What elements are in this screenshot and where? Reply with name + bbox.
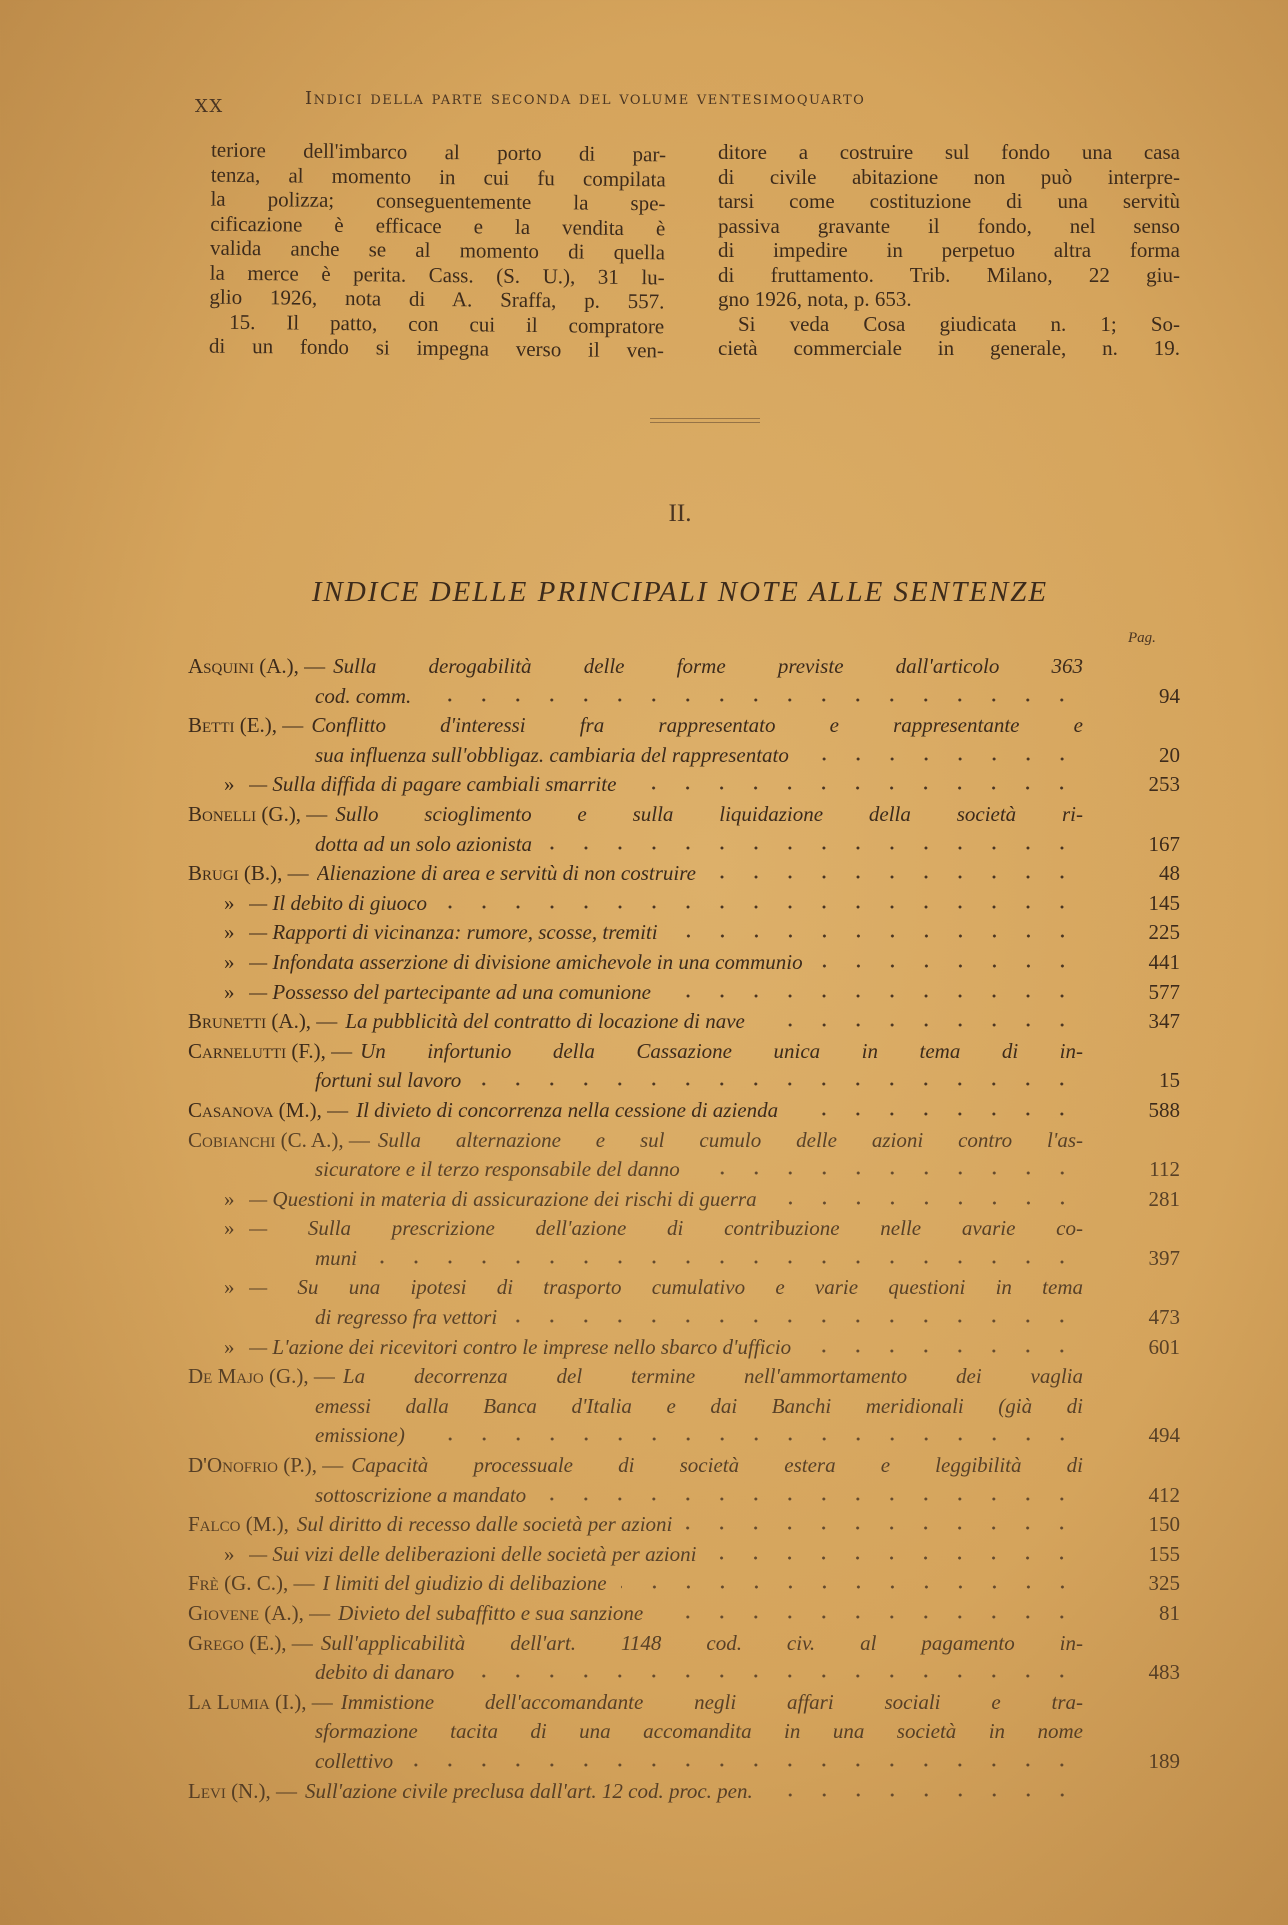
entry-text [188, 889, 1083, 919]
entry-line [188, 1510, 1180, 1540]
entry-page: 94 [1159, 683, 1180, 708]
entry-text [188, 859, 1083, 889]
entry-page: 397 [1148, 1245, 1180, 1270]
entry-title: di regresso fra vettori [315, 1305, 498, 1330]
dot-leader [419, 1436, 1079, 1442]
dot-leader [621, 1584, 1079, 1590]
entry-line [188, 1126, 1180, 1156]
entry-line [188, 1747, 1180, 1777]
entry-title: — Sulla diffida di pagare cambiali smarrite [248, 772, 617, 797]
index-entry [188, 1569, 1180, 1599]
entry-page: 15 [1159, 1068, 1180, 1093]
dot-leader [771, 1200, 1079, 1206]
entry-title: sottoscrizione a mandato [315, 1482, 527, 1507]
entry-page: 588 [1148, 1097, 1180, 1122]
entry-line [188, 1540, 1180, 1570]
index-entry [188, 1510, 1180, 1540]
entry-text [188, 1333, 1083, 1363]
entry-text [188, 741, 1083, 771]
entry-line [188, 1777, 1180, 1807]
entry-text [188, 652, 1083, 682]
dot-leader [475, 1081, 1079, 1087]
right-column-text [718, 140, 1180, 361]
index-entry [188, 1599, 1180, 1629]
entry-author: Bonelli (G.), — [188, 801, 328, 826]
index-entry [188, 711, 1180, 770]
entry-line [188, 800, 1180, 830]
section-number: II. [668, 500, 692, 527]
text-line: gno 1926, nota, p. 653. [718, 287, 912, 311]
entry-title: Sul diritto di recesso dalle società per azioni [296, 1512, 673, 1537]
entry-page: 347 [1148, 1009, 1180, 1034]
entry-title: La decorrenza del termine nell'ammortamento dei vaglia [342, 1364, 1083, 1389]
running-head-title: Indici della parte seconda del volume ventesimoquarto [305, 88, 866, 109]
entry-title: fortuni sul lavoro [315, 1068, 462, 1093]
dot-leader [694, 1170, 1079, 1176]
entry-page: 189 [1148, 1748, 1180, 1773]
entry-text [188, 1717, 1083, 1747]
entry-line [188, 948, 1180, 978]
entry-page: 145 [1148, 890, 1180, 915]
entry-text [188, 1599, 1083, 1629]
entry-text [188, 1244, 1083, 1274]
entry-text [188, 1362, 1083, 1392]
index-entry [188, 1037, 1180, 1096]
dot-leader [767, 1792, 1079, 1798]
section-title: INDICE DELLE PRINCIPALI NOTE ALLE SENTENZE [311, 576, 1049, 608]
entry-line [188, 770, 1180, 800]
entry-line [188, 918, 1180, 948]
entry-line [188, 711, 1180, 741]
dot-leader [672, 933, 1079, 939]
dot-leader [710, 1555, 1079, 1561]
text-line: 15. Il patto, con cui il compratore [229, 309, 665, 338]
dot-leader [546, 845, 1079, 851]
section-divider [650, 418, 760, 423]
index-entry [188, 948, 1180, 978]
entry-page: 494 [1148, 1423, 1180, 1448]
entry-author: De Majo (G.), — [188, 1364, 335, 1389]
entry-page: 473 [1148, 1305, 1180, 1330]
entry-page: 441 [1148, 949, 1180, 974]
entry-text [188, 1777, 1083, 1807]
entry-text [188, 1392, 1083, 1422]
entry-title: debito di danaro [315, 1660, 455, 1685]
entry-text [188, 1037, 1083, 1067]
entry-title: — Sulla prescrizione dell'azione di contribuzione nelle avarie co- [248, 1216, 1083, 1241]
ditto-mark: » [224, 1541, 235, 1566]
index-entry [188, 1007, 1180, 1037]
entry-line [188, 1481, 1180, 1511]
index-entry [188, 889, 1180, 919]
dot-leader [792, 1111, 1079, 1117]
text-line: di impedire in perpetuo altra forma [718, 238, 1180, 262]
text-line: Si veda Cosa giudicata n. 1; So- [738, 311, 1180, 336]
entry-page: 48 [1159, 861, 1180, 886]
dot-leader [468, 1673, 1079, 1679]
entry-title: Capacità processuale di società estera e leggibilità di [351, 1453, 1083, 1478]
dot-leader [407, 1762, 1079, 1768]
entry-line [188, 682, 1180, 712]
index-entry [188, 800, 1180, 859]
text-line: glio 1926, nota di A. Sraffa, p. 557. [209, 284, 665, 314]
text-line: di fruttamento. Trib. Milano, 22 giu- [718, 262, 1180, 287]
entry-title: Sull'applicabilità dell'art. 1148 cod. civ. al pagamento in- [320, 1630, 1083, 1655]
entry-page: 483 [1148, 1660, 1180, 1685]
entry-text [188, 1688, 1083, 1718]
entry-page: 155 [1148, 1541, 1180, 1566]
entry-author: Asquini (A.), — [188, 654, 326, 678]
entry-title: Un infortunio della Cassazione unica in tema di in- [360, 1038, 1083, 1063]
entry-title: Sulla derogabilità delle forme previste dall'articolo 363 [333, 654, 1083, 678]
text-line: cietà commerciale in generale, n. 19. [718, 336, 1180, 360]
entry-page: 225 [1148, 920, 1180, 945]
entry-title: Divieto del subaffitto e sua sanzione [338, 1601, 644, 1625]
ditto-mark: » [224, 1275, 235, 1300]
entry-line [188, 889, 1180, 919]
entry-line [188, 1037, 1180, 1067]
text-line: tenza, al momento in cui fu compilata [210, 162, 666, 191]
entry-line [188, 978, 1180, 1008]
entry-line [188, 1688, 1180, 1718]
index-entry [188, 1273, 1180, 1332]
entry-line [188, 1717, 1180, 1747]
entry-author: Grego (E.), — [188, 1630, 313, 1655]
entry-line [188, 1629, 1180, 1659]
dot-leader [759, 1022, 1079, 1028]
entry-line [188, 652, 1180, 682]
index-entry [188, 1096, 1180, 1126]
entry-line [188, 1155, 1180, 1185]
index-entry [188, 1629, 1180, 1688]
entry-text [188, 948, 1083, 978]
index-entry [188, 1126, 1180, 1185]
entry-text [188, 1303, 1083, 1333]
entry-author: La Lumia (I.), — [188, 1689, 333, 1714]
entry-line [188, 1569, 1180, 1599]
ditto-mark: » [224, 1216, 235, 1241]
entry-text [188, 1540, 1083, 1570]
entry-line [188, 1096, 1180, 1126]
dot-leader [630, 785, 1079, 791]
entry-text [188, 1658, 1083, 1688]
entry-line [188, 1244, 1180, 1274]
entry-title: Conflitto d'interessi fra rappresentato e rappresentante e [311, 713, 1083, 738]
ditto-mark: » [224, 1186, 235, 1211]
entry-line [188, 1273, 1180, 1303]
text-line: passiva gravante il fondo, nel senso [718, 213, 1180, 238]
entry-text [188, 1007, 1083, 1037]
index-entry [188, 859, 1180, 889]
index-entry [188, 1540, 1180, 1570]
entry-line [188, 1451, 1180, 1481]
index-entry [188, 918, 1180, 948]
entry-line [188, 1185, 1180, 1215]
entry-text [188, 1569, 1083, 1599]
ditto-mark: » [224, 1334, 235, 1359]
entry-text [188, 800, 1083, 830]
index-entry [188, 652, 1180, 711]
entry-author: Frè (G. C.), — [188, 1571, 315, 1596]
text-line: valida anche se al momento di quella [209, 235, 666, 265]
entry-text [188, 1066, 1083, 1096]
entry-line [188, 1599, 1180, 1629]
entry-title: muni [315, 1245, 357, 1270]
entry-title: Sulla alternazione e sul cumulo delle azioni contro l'as- [377, 1127, 1083, 1152]
entry-page: 412 [1148, 1482, 1180, 1507]
dot-leader [540, 1496, 1079, 1502]
entry-line [188, 1214, 1180, 1244]
dot-leader [803, 756, 1079, 762]
page-folio: XX [195, 96, 224, 117]
entry-title: emessi dalla Banca d'Italia e dai Banchi meridionali (già di [315, 1393, 1083, 1418]
entry-line [188, 830, 1180, 860]
entry-title: Il divieto di concorrenza nella cessione di azienda [356, 1097, 779, 1122]
entry-text [188, 1273, 1083, 1303]
entry-line [188, 1421, 1180, 1451]
entry-line [188, 1303, 1180, 1333]
entry-author: Levi (N.), — [188, 1778, 297, 1803]
entry-page: 112 [1149, 1157, 1180, 1182]
entry-title: Sullo scioglimento e sulla liquidazione della società ri- [335, 801, 1083, 826]
entry-author: Carnelutti (F.), — [188, 1038, 353, 1063]
entry-line [188, 1007, 1180, 1037]
entry-text [188, 770, 1083, 800]
entry-title: sformazione tacita di una accomandita in una società in nome [315, 1719, 1083, 1744]
index-entry [188, 1362, 1180, 1451]
entry-text [188, 1214, 1083, 1244]
entry-title: — Possesso del partecipante ad una comunione [248, 979, 651, 1004]
entry-page: 601 [1148, 1334, 1180, 1359]
entry-page: 281 [1148, 1186, 1180, 1211]
dot-leader [817, 963, 1079, 969]
ditto-mark: » [224, 920, 235, 945]
entry-page: 20 [1159, 742, 1180, 767]
ditto-mark: » [224, 890, 235, 915]
entry-line [188, 1333, 1180, 1363]
index-entry [188, 1185, 1180, 1215]
entry-title: — Rapporti di vicinanza: rumore, scosse, tremiti [248, 920, 658, 945]
entry-text [188, 1096, 1083, 1126]
dot-leader [371, 1259, 1079, 1265]
page-column-header: Pag. [1128, 630, 1156, 646]
entry-text [188, 1155, 1083, 1185]
dot-leader [710, 874, 1079, 880]
dot-leader [511, 1318, 1079, 1324]
entry-title: Sull'azione civile preclusa dall'art. 12 cod. proc. pen. [304, 1778, 753, 1803]
ditto-mark: » [224, 949, 235, 974]
ditto-mark: » [224, 979, 235, 1004]
ditto-mark: » [224, 772, 235, 797]
entry-author: Casanova (M.), — [188, 1097, 349, 1122]
entry-author: Cobianchi (C. A.), — [188, 1127, 370, 1152]
index-entry [188, 770, 1180, 800]
entry-author: Brunetti (A.), — [188, 1009, 338, 1034]
entry-text [188, 1510, 1083, 1540]
index-entry [188, 978, 1180, 1008]
text-line: teriore dell'imbarco al porto di par- [210, 137, 667, 167]
dot-leader [425, 697, 1079, 703]
entry-title: collettivo [315, 1748, 394, 1773]
entry-title: La pubblicità del contratto di locazione di nave [345, 1009, 745, 1034]
entry-title: emissione) [315, 1423, 405, 1448]
entry-text [188, 682, 1083, 712]
dot-leader [805, 1348, 1079, 1354]
index-entry [188, 1451, 1180, 1510]
text-line: di un fondo si impegna verso il ven- [208, 333, 665, 363]
index-entry [188, 1214, 1180, 1273]
entry-author: D'Onofrio (P.), — [188, 1453, 344, 1478]
text-line: cificazione è efficace e la vendita è [210, 211, 666, 240]
entry-text [188, 1747, 1083, 1777]
index-entry [188, 1688, 1180, 1777]
entry-text [188, 1185, 1083, 1215]
entry-line [188, 741, 1180, 771]
entry-author: Falco (M.), [188, 1512, 289, 1537]
entry-title: sicuratore e il terzo responsabile del danno [315, 1157, 680, 1182]
index-entry [188, 1777, 1180, 1807]
entry-text [188, 830, 1083, 860]
entry-author: Betti (E.), — [188, 713, 304, 738]
left-column-text [209, 138, 666, 363]
entry-text [188, 711, 1083, 741]
entry-title: sua influenza sull'obbligaz. cambiaria del rappresentato [315, 742, 789, 767]
text-line: ditore a costruire sul fondo una casa [718, 140, 1180, 164]
entry-title: cod. comm. [315, 683, 412, 708]
entry-author: Brugi (B.), — [188, 861, 309, 886]
entry-text [188, 1451, 1083, 1481]
entry-text [188, 1629, 1083, 1659]
entry-text [188, 918, 1083, 948]
entry-title: I limiti del giudizio di delibazione [322, 1571, 607, 1596]
entry-line [188, 1392, 1180, 1422]
dot-leader [686, 1525, 1079, 1531]
dot-leader [441, 904, 1079, 910]
text-line: tarsi come costituzione di una servitù [718, 189, 1180, 213]
entry-author: Giovene (A.), — [188, 1601, 331, 1625]
text-line: la merce è perita. Cass. (S. U.), 31 lu- [209, 260, 665, 289]
entry-text [188, 1126, 1083, 1156]
entry-title: — Su una ipotesi di trasporto cumulativo e varie questioni in tema [248, 1275, 1083, 1300]
entry-page: 167 [1148, 831, 1180, 856]
entry-title: — Il debito di giuoco [248, 890, 427, 915]
text-line: di civile abitazione non può interpre- [718, 164, 1180, 189]
entry-text [188, 978, 1083, 1008]
entry-page: 81 [1159, 1601, 1180, 1625]
entry-title: Alienazione di area e servitù di non costruire [316, 861, 696, 886]
entry-page: 253 [1148, 772, 1180, 797]
entry-title: dotta ad un solo azionista [315, 831, 533, 856]
entry-page: 577 [1148, 979, 1180, 1004]
entry-title: — L'azione dei ricevitori contro le imprese nello sbarco d'ufficio [248, 1334, 792, 1359]
dot-leader [657, 1614, 1079, 1620]
entry-line [188, 1658, 1180, 1688]
entry-line [188, 1362, 1180, 1392]
entry-text [188, 1481, 1083, 1511]
entry-title: — Sui vizi delle deliberazioni delle società per azioni [248, 1541, 697, 1566]
entry-title: — Questioni in materia di assicurazione dei rischi di guerra [248, 1186, 757, 1211]
entry-text [188, 1421, 1083, 1451]
entry-line [188, 859, 1180, 889]
entry-page: 325 [1148, 1571, 1180, 1596]
index-list [188, 652, 1180, 1806]
index-entry [188, 1333, 1180, 1363]
dot-leader [665, 993, 1079, 999]
text-line: la polizza; conseguentemente la spe- [210, 186, 666, 216]
entry-page: 150 [1148, 1512, 1180, 1537]
entry-line [188, 1066, 1180, 1096]
entry-title: Immistione dell'accomandante negli affari sociali e tra- [340, 1689, 1083, 1714]
entry-title: — Infondata asserzione di divisione amichevole in una communio [248, 949, 803, 974]
